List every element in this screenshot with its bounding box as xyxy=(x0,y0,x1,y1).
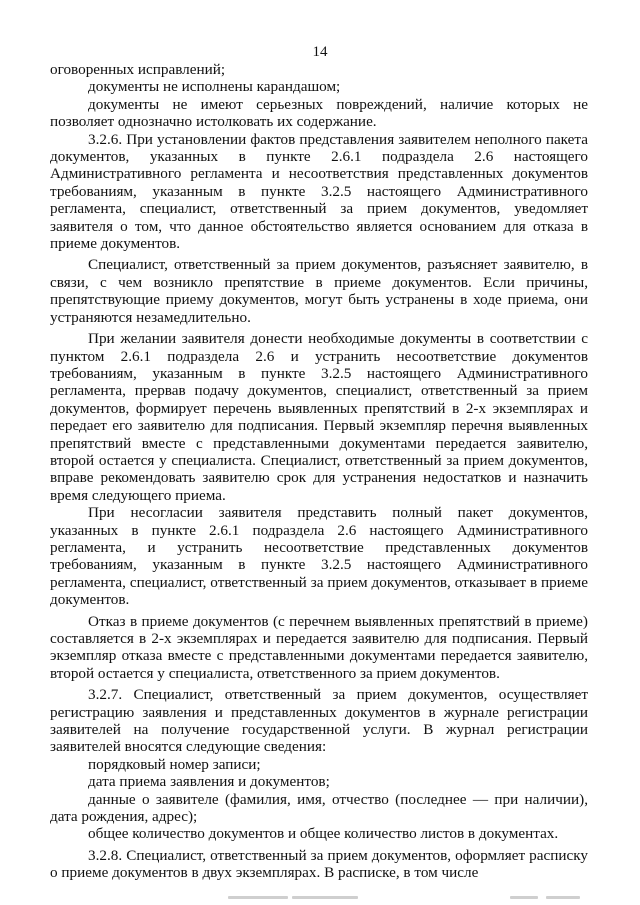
paragraph-5: Специалист, ответственный за прием документов, разъясняет заявителю, в связи, с чем возникло препятствие в приеме документов. Если причины, препятствующие приему документов, могут быть устранены в ходе приема, они устраняются незамедлительно. xyxy=(50,256,588,326)
paragraph-6: При желании заявителя донести необходимые документы в соответствии с пунктом 2.6.1 подраздела 2.6 и устранить несоответствие документов требованиям, указанным в пункте 3.2.5 настоящего Административного регламента, прервав подачу документов, специалист, ответственный за прием документов, формирует перечень выявленных препятствий в 2-х экземплярах и передает его заявителю для подписания. Первый экземпляр перечня выявленных препятствий вместе с представленными документами передается заявителю, второй остается у специалиста. Специалист, ответственный за прием документов, вправе рекомендовать заявителю срок для устранения недостатков и назначить время следующего приема. xyxy=(50,330,588,504)
scan-artifact-line xyxy=(510,896,538,899)
paragraph-3: документы не имеют серьезных повреждений, наличие которых не позволяет однозначно истолковать их содержание. xyxy=(50,95,588,131)
paragraph-4: 3.2.6. При установлении фактов представления заявителем неполного пакета документов, указанных в пункте 2.6.1 подраздела 2.6 настоящего Административного регламента и несоответствия представленных документов требованиям, указанным в пункте 3.2.5 настоящего Административного регламента, специалист, ответственный за прием документов, уведомляет заявителя о том, что данное обстоятельство является основанием для отказа в приеме документов. xyxy=(50,130,588,253)
paragraph-9: 3.2.7. Специалист, ответственный за прием документов, осуществляет регистрацию заявления и представленных документов в журнале регистрации заявителей на получение государственной услуги. В журнал регистрации заявителей вносятся следующие сведения: xyxy=(50,686,588,756)
paragraph-2: документы не исполнены карандашом; xyxy=(88,78,341,96)
list-item-record-number: порядковый номер записи; xyxy=(88,755,261,773)
paragraph-8: Отказ в приеме документов (с перечнем выявленных препятствий в приеме) составляется в 2-х экземплярах и передается заявителю для подписания. Первый экземпляр отказа вместе с представленными документами передается заявителю, второй остается у специалиста, ответственного за прием документов. xyxy=(50,612,588,682)
list-item-applicant-data: данные о заявителе (фамилия, имя, отчество (последнее — при наличии), дата рождения, адрес); xyxy=(50,790,588,826)
paragraph-1: оговоренных исправлений; xyxy=(50,61,226,78)
scan-artifact-line xyxy=(292,896,358,899)
paragraph-7: При несогласии заявителя представить полный пакет документов, указанных в пункте 2.6.1 подраздела 2.6 настоящего Административного регламента, и устранить несоответствие представленных документов требованиям, указанным в пункте 3.2.5 настоящего Административного регламента, специалист, ответственный за прием документов, отказывает в приеме документов. xyxy=(50,504,588,609)
list-item-application-date: дата приема заявления и документов; xyxy=(88,773,330,791)
scan-artifact-line xyxy=(546,896,580,899)
paragraph-10: 3.2.8. Специалист, ответственный за прием документов, оформляет расписку о приеме документов в двух экземплярах. В расписке, в том числе xyxy=(50,846,588,882)
list-item-document-count: общее количество документов и общее количество листов в документах. xyxy=(88,825,559,843)
document-body xyxy=(50,61,588,882)
page-number: 14 xyxy=(312,44,328,60)
scan-artifact-line xyxy=(228,896,288,899)
